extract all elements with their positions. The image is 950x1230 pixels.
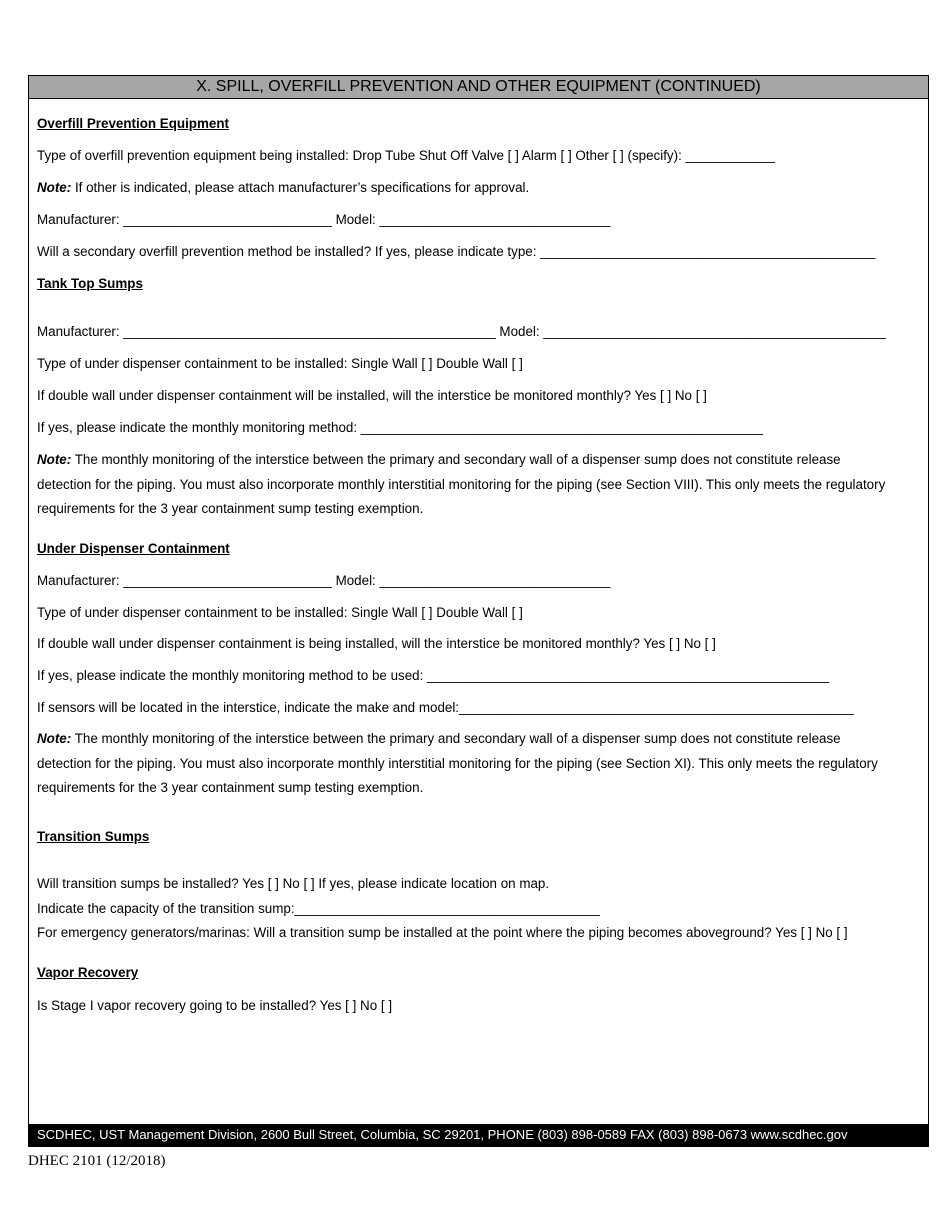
section-title: X. SPILL, OVERFILL PREVENTION AND OTHER EQUIPMENT (CONTINUED) [29, 76, 928, 99]
overfill-type-line[interactable]: Type of overfill prevention equipment being installed: Drop Tube Shut Off Valve [ ] Alarm [ ] Other [ ] (specify): ____________ [37, 148, 775, 163]
overfill-secondary-line[interactable]: Will a secondary overfill prevention method be installed? If yes, please indicate type: _____________________________________________ [37, 244, 876, 259]
note-label: Note: [37, 180, 72, 195]
note-label: Note: [37, 452, 72, 467]
udc-heading: Under Dispenser Containment [37, 541, 230, 556]
tank-top-note [37, 448, 897, 522]
tank-top-heading: Tank Top Sumps [37, 276, 143, 291]
note-text: The monthly monitoring of the interstice between the primary and secondary wall of a dispenser sump does not constitute release detection for the piping. You must also incorporate monthly interstitial monitoring for the piping (see Section VIII). This only meets the regulatory requirements for the 3 year containment sump testing exemption. [37, 452, 886, 516]
overfill-note [37, 180, 529, 196]
transition-generators-line[interactable]: For emergency generators/marinas: Will a transition sump be installed at the point where the piping becomes aboveground? Yes [ ] No [ ] [37, 925, 848, 940]
tank-top-manufacturer-line[interactable]: Manufacturer: __________________________________________________ Model: ______________________________________________ [37, 324, 886, 339]
udc-note [37, 727, 897, 801]
form-id: DHEC 2101 (12/2018) [28, 1153, 166, 1169]
udc-manufacturer-line[interactable]: Manufacturer: ____________________________ Model: _______________________________ [37, 573, 611, 588]
transition-capacity-line[interactable]: Indicate the capacity of the transition sump:_________________________________________ [37, 901, 600, 916]
note-text: If other is indicated, please attach manufacturer’s specifications for approval. [71, 180, 530, 195]
vapor-stage-line[interactable]: Is Stage I vapor recovery going to be installed? Yes [ ] No [ ] [37, 998, 393, 1013]
udc-type-line[interactable]: Type of under dispenser containment to be installed: Single Wall [ ] Double Wall [ ] [37, 605, 523, 620]
note-label: Note: [37, 731, 72, 746]
vapor-heading: Vapor Recovery [37, 965, 139, 980]
tank-top-method-line[interactable]: If yes, please indicate the monthly monitoring method: ______________________________________________________ [37, 420, 763, 435]
note-text: The monthly monitoring of the interstice between the primary and secondary wall of a dispenser sump does not constitute release detection for the piping. You must also incorporate monthly interstitial monitoring for the piping (see Section XI). This only meets the regulatory requirements for the 3 year containment sump testing exemption. [37, 731, 878, 795]
transition-heading: Transition Sumps [37, 829, 150, 844]
form-section-x [28, 75, 929, 1147]
footer-contact-bar: SCDHEC, UST Management Division, 2600 Bull Street, Columbia, SC 29201, PHONE (803) 898-0589 FAX (803) 898-0673 www.scdhec.gov [29, 1124, 928, 1146]
transition-install-line[interactable]: Will transition sumps be installed? Yes [ ] No [ ] If yes, please indicate location on map. [37, 876, 550, 891]
udc-monitor-line[interactable]: If double wall under dispenser containment is being installed, will the interstice be monitored monthly? Yes [ ] No [ ] [37, 636, 716, 651]
tank-top-type-line[interactable]: Type of under dispenser containment to be installed: Single Wall [ ] Double Wall [ ] [37, 356, 523, 371]
udc-sensors-line[interactable]: If sensors will be located in the interstice, indicate the make and model:_____________________________________________________ [37, 700, 854, 715]
overfill-heading: Overfill Prevention Equipment [37, 116, 229, 131]
tank-top-monitor-line[interactable]: If double wall under dispenser containment will be installed, will the interstice be monitored monthly? Yes [ ] No [ ] [37, 388, 707, 403]
udc-method-line[interactable]: If yes, please indicate the monthly monitoring method to be used: ______________________________________________________ [37, 668, 830, 683]
overfill-manufacturer-line[interactable]: Manufacturer: ____________________________ Model: _______________________________ [37, 212, 611, 227]
